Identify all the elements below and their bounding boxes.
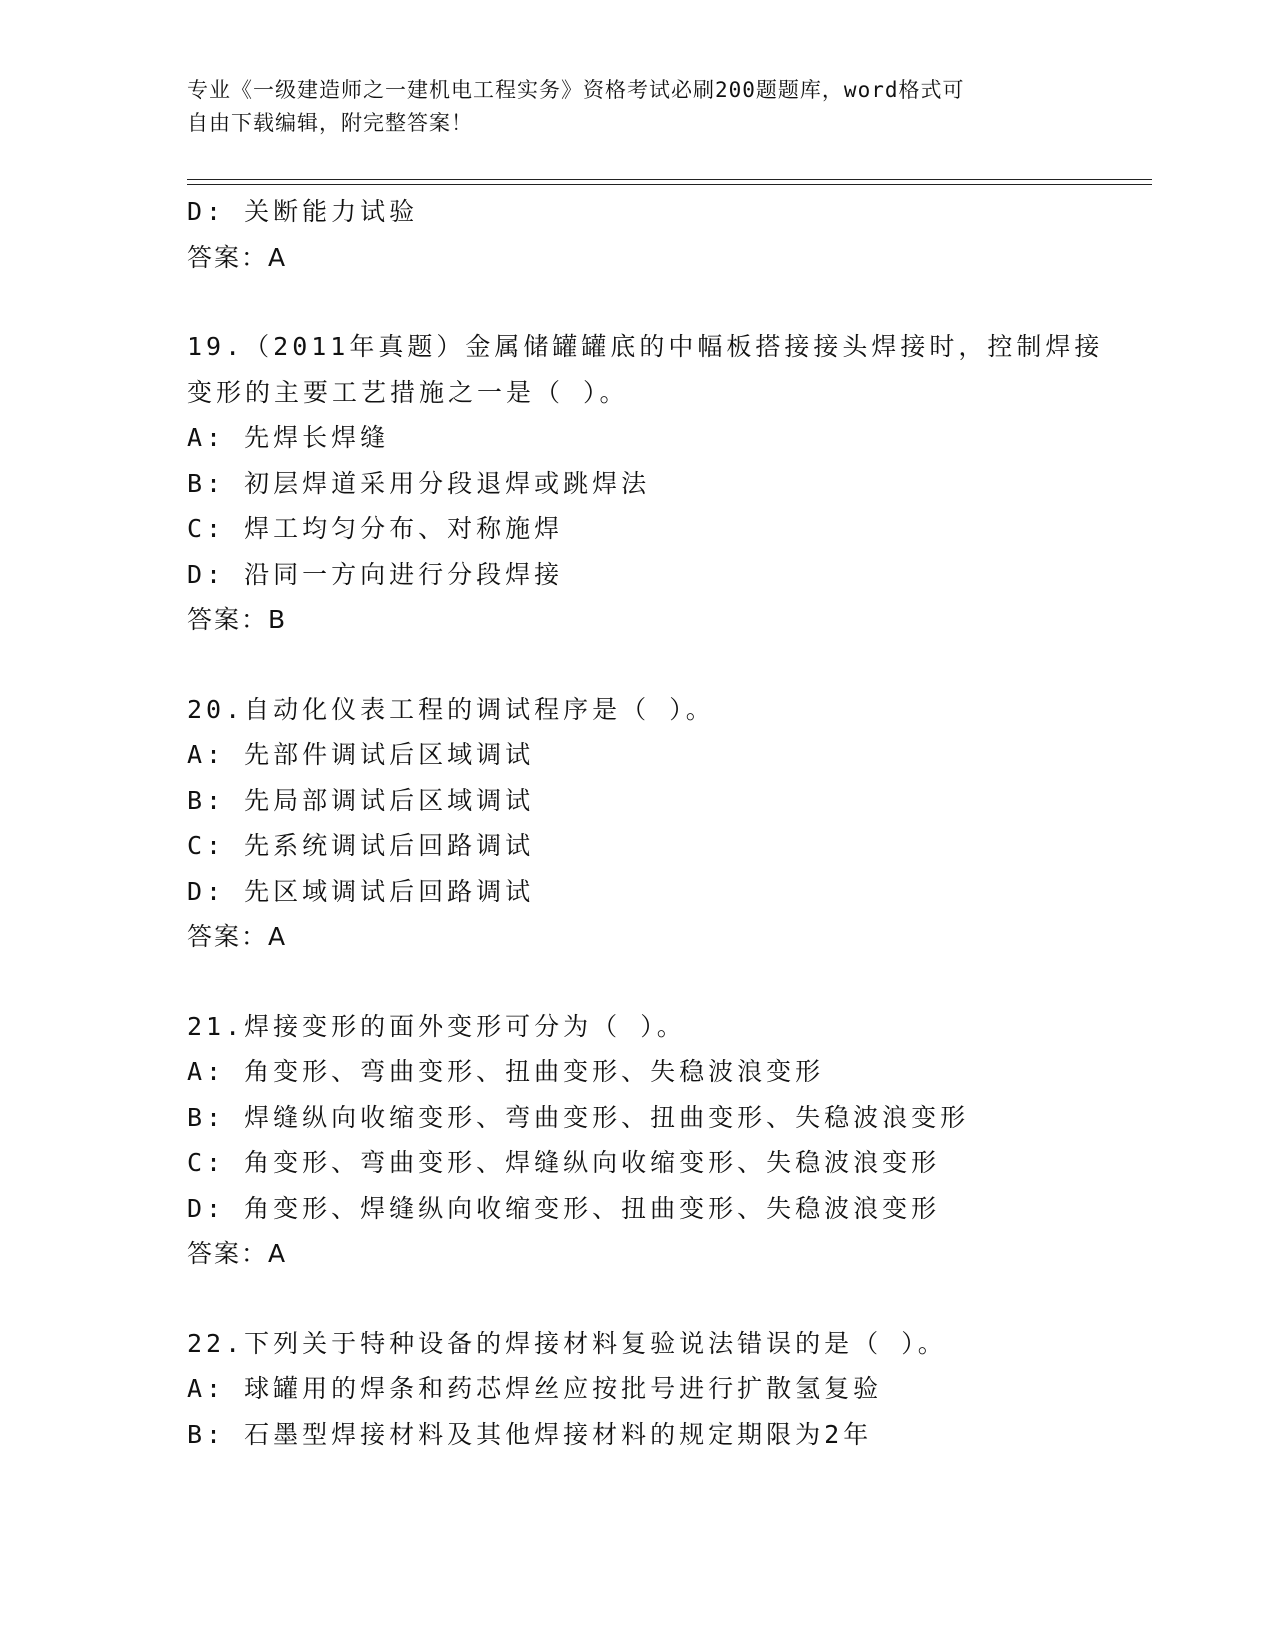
document-body: [187, 189, 1152, 1457]
option-d: D: 先区域调试后回路调试: [187, 876, 535, 906]
option-d: D: 关断能力试验: [187, 197, 419, 226]
answer: 答案：B: [187, 605, 288, 634]
question-stem-continued: 变形的主要工艺措施之一是（ ）。: [187, 377, 629, 407]
question-20: [187, 687, 1152, 960]
header-line-1: 专业《一级建造师之一建机电工程实务》资格考试必刷200题题库，word格式可: [187, 78, 965, 102]
option-b: B: 石墨型焊接材料及其他焊接材料的规定期限为2年: [187, 1419, 873, 1449]
question-stem: 22.下列关于特种设备的焊接材料复验说法错误的是（ ）。: [187, 1328, 947, 1358]
question-22: [187, 1321, 1152, 1458]
option-a: A: 先焊长焊缝: [187, 423, 390, 452]
option-d: D: 角变形、焊缝纵向收缩变形、扭曲变形、失稳波浪变形: [187, 1193, 941, 1223]
option-c: C: 先系统调试后回路调试: [187, 831, 535, 860]
option-b: B: 先局部调试后区域调试: [187, 785, 535, 815]
question-stem: 20.自动化仪表工程的调试程序是（ ）。: [187, 694, 715, 724]
option-a: A: 角变形、弯曲变形、扭曲变形、失稳波浪变形: [187, 1057, 825, 1086]
header-divider: [187, 179, 1152, 185]
option-b: B: 焊缝纵向收缩变形、弯曲变形、扭曲变形、失稳波浪变形: [187, 1102, 970, 1132]
question-stem: 19.（2011年真题）金属储罐罐底的中幅板搭接接头焊接时，控制焊接: [187, 332, 1104, 361]
option-d: D: 沿同一方向进行分段焊接: [187, 559, 564, 589]
question-stem: 21.焊接变形的面外变形可分为（ ）。: [187, 1011, 686, 1041]
option-b: B: 初层焊道采用分段退焊或跳焊法: [187, 468, 651, 498]
option-a: A: 先部件调试后区域调试: [187, 740, 535, 769]
answer: 答案：A: [187, 922, 288, 951]
option-a: A: 球罐用的焊条和药芯焊丝应按批号进行扩散氢复验: [187, 1374, 883, 1403]
answer: 答案：A: [187, 1239, 288, 1268]
question-21: [187, 1004, 1152, 1277]
prev-question: [187, 189, 1152, 280]
question-19: [187, 324, 1152, 643]
option-c: C: 角变形、弯曲变形、焊缝纵向收缩变形、失稳波浪变形: [187, 1148, 941, 1177]
header-line-2: 自由下载编辑，附完整答案！: [187, 111, 473, 135]
answer: 答案：A: [187, 242, 288, 272]
page-header: [187, 74, 1087, 140]
option-c: C: 焊工均匀分布、对称施焊: [187, 514, 564, 543]
